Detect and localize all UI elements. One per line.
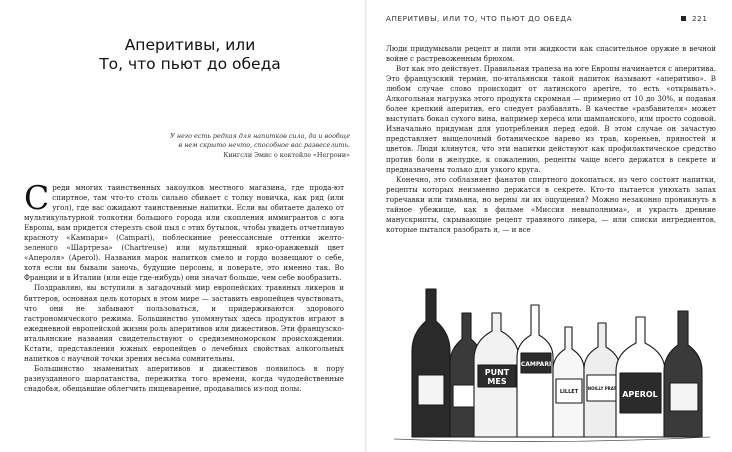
right-paragraph-3: Конечно, это соблазняет фанатов спиртного докопаться, из чего состоят напитки, рецепты которых неизменно держатся в секрете. Кто-то пытается унюхать запах горечавки или тимьяна, но верны ли их ощущения? Можно незаконно проникнуть в тайное убежище, как в фильме «Миссия невыполнима», и украсть древние манускрипты, скрывающие рецепт травяного ликера, — или списки ингредиентов, которые пытался разобрать я, — и все (386, 174, 716, 234)
left-paragraph-1-text: реди многих таинственных закоулков местного магазина, где прода-ют спиртное, там что-то столь сильно сбивает с толку новичка, как ряд (или угол), где вас ожидают таинственные напитки. Если вы обитаете далеко от мультикультурной толкотни большого города или скопления иммигрантов с юга Европы, вам придется стерезть свой пыл с этих бутылок, чтобы увидеть отчетливую краснoту «Кампари» (Campari), поблескиние ренессансные оттенки желто-зеленого «Шартреза» (Chartreuse) или мультяшный ярко-оранжевый цвет «Апероля» (Aperol). Названия марок напитков смело и гордо возвещают о себе, хотя если вы бывали заночь, будущие персоны, и поверьте, это именно так. Во Франции и в Италии (или еще где-нибудь) они значат больше, чем себе вообразить. (24, 183, 344, 283)
chapter-title-line2: То, что пьют до обеда (99, 55, 281, 73)
bottles-illustration (388, 283, 716, 445)
right-paragraph-1: Люди придумывали рецепт и пили эти жидкости как спасительное оружие в вечной войне с растревоженным брюхом. (386, 44, 716, 64)
left-body-text (24, 178, 344, 394)
label-lillet: LILLET (559, 389, 579, 395)
right-body-text (386, 44, 716, 235)
running-head (386, 14, 716, 26)
chapter-title (40, 36, 340, 74)
epigraph-source: Кингсли Эмис о коктейле «Негрони» (223, 150, 350, 159)
left-paragraph-2: Поздравляю, вы вступили в загадочный мир европейских травяных ликеров и биттеров, основная цель которых в этом мире — заставить европейцев чувствовать, что они не забывают пользоваться, и придерживаются здорового гастрономического режима. Большинство упомянутых здесь продуктов играют в ежедневной европейской жизни роль аперитивов или дижестивов. Эти французско-итальянские названия свидетельствуют о средиземноморском происхождении. Кстати, представления южных европейцев о лечебных свойствах алкогольных напитков с научной точки зрения весьма сомнительны. (24, 283, 344, 363)
label-mes: MES (487, 377, 507, 386)
label-noilly: NOILLY PRAT (587, 386, 617, 391)
bottle-8 (664, 311, 702, 437)
epigraph-line1: У него есть редкая для напитков сила, да и вообще (170, 132, 350, 140)
right-paragraph-2: Вот как это действует. Правильная трапеза на юге Европы начинается с аперитива. Это французский термин, по-итальянски такой напиток называют «аперитиво». В любом случае слово происходит от латинского aperire, то есть «открывать». Алкогольная нагрузка этого продукта скромная — примерно от 10 до 30%, и подавая более крепкий аперитив, его следует разбавлять. В качестве «разбавителя» может выступать бокал сухого вина, например хереса или шампанского, или просто содовой. Изначально придуман для употребления перед едой. В этом случае он зачастую представляет выщелочный ботаническое варево из трав, кореньев, пряностей и цветов. Люди клянутся, что эти напитки действуют как профилактическое средство против боли в желудке, к сожалению, рецепты чаще всего держатся в секрете и предназначены только для узкого круга. (386, 64, 716, 174)
running-head-square-icon (681, 16, 686, 21)
dropcap: С (24, 178, 50, 217)
label-campari: CAMPARI (520, 361, 552, 368)
epigraph (50, 132, 350, 160)
illustration-ground-line (394, 437, 710, 442)
left-paragraph-3: Большинство знаменитых аперитивов и дижестивов появилось в пору разнузданного шарлатанства, пережитка того времени, когда чудодейственные снадобья, обещавшие облегчить пищеварение, продавались из-под полы. (24, 363, 344, 393)
chapter-title-line1: Аперитивы, или (124, 36, 256, 54)
epigraph-line2: в нем скрыто нечто, способное вас развеселить. (178, 141, 350, 150)
bottle-1 (412, 289, 450, 437)
page-number: 221 (692, 14, 708, 23)
left-paragraph-1 (24, 178, 344, 283)
label-punt: PUNT (484, 368, 510, 377)
label-aperol: APEROL (622, 390, 658, 399)
running-head-title: АПЕРИТИВЫ, ИЛИ ТО, ЧТО ПЬЮТ ДО ОБЕДА (386, 14, 573, 23)
